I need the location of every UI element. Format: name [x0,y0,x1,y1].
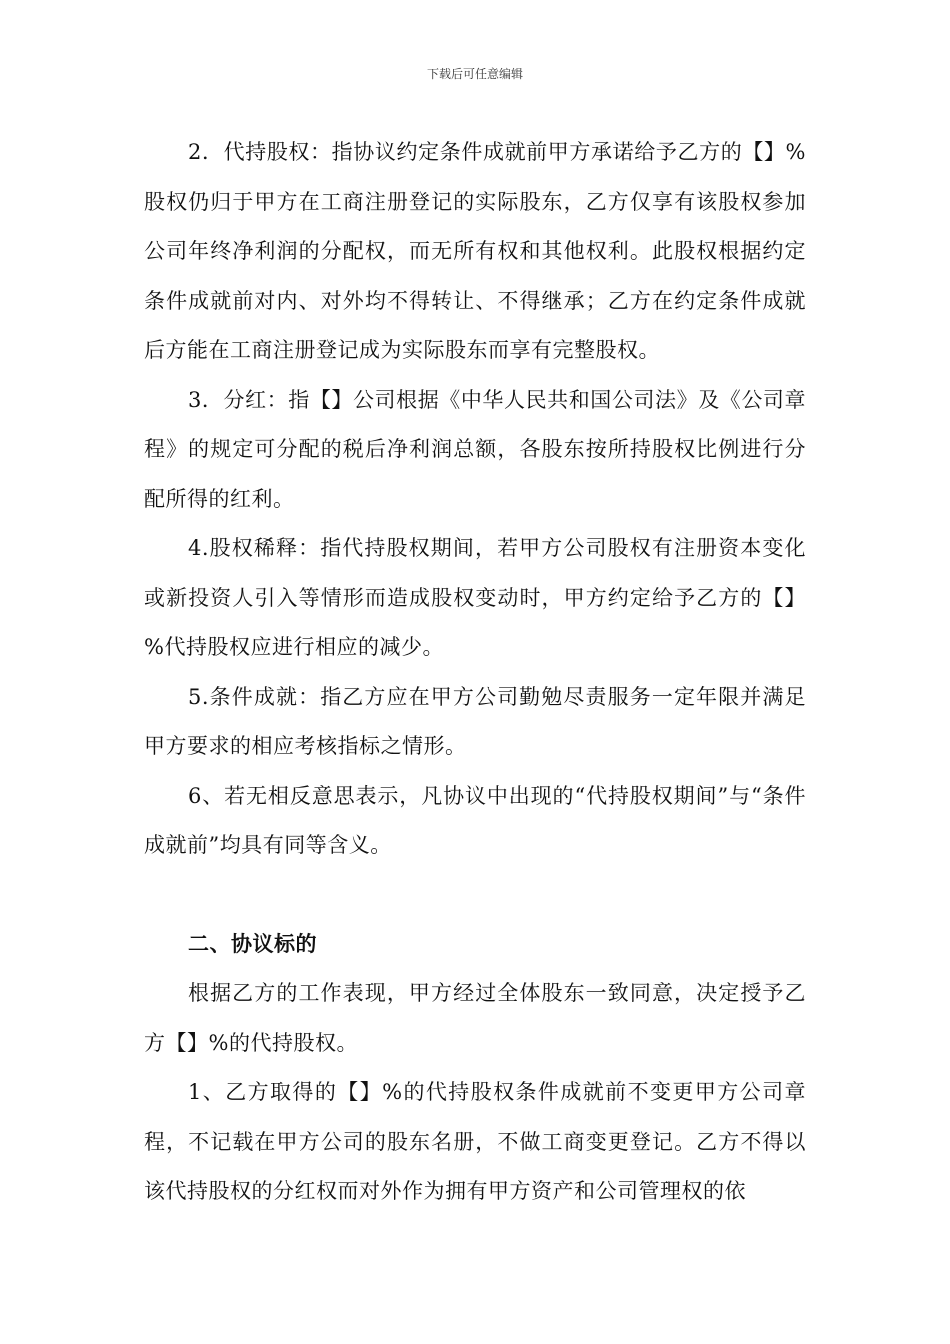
paragraph-entrusted-equity: 2．代持股权：指协议约定条件成就前甲方承诺给予乙方的【】%股权仍归于甲方在工商注册登记的实际股东，乙方仅享有该股权参加公司年终净利润的分配权，而无所有权和其他权利。此股权根据约定条件成就前对内、对外均不得转让、不得继承；乙方在约定条件成就后方能在工商注册登记成为实际股东而享有完整股权。 [144,140,806,362]
section-title-agreement-subject: 二、协议标的 [188,931,317,956]
page-header: 下载后可任意编辑 [426,67,523,81]
document-body [144,128,806,1217]
paragraph-condition: 5.条件成就：指乙方应在甲方公司勤勉尽责服务一定年限并满足甲方要求的相应考核指标之情形。 [144,684,806,758]
paragraph-clause-1: 1、乙方取得的【】%的代持股权条件成就前不变更甲方公司章程，不记载在甲方公司的股东名册，不做工商变更登记。乙方不得以该代持股权的分红权而对外作为拥有甲方资产和公司管理权的依 [144,1080,806,1203]
paragraph-dilution: 4.股权稀释：指代持股权期间，若甲方公司股权有注册资本变化或新投资人引入等情形而造成股权变动时，甲方约定给予乙方的【】%代持股权应进行相应的减少。 [144,536,806,659]
paragraph-dividend: 3．分红：指【】公司根据《中华人民共和国公司法》及《公司章程》的规定可分配的税后净利润总额，各股东按所持股权比例进行分配所得的红利。 [144,387,806,511]
paragraph-grant: 根据乙方的工作表现，甲方经过全体股东一致同意，决定授予乙方【】%的代持股权。 [144,981,806,1055]
section-spacer [144,871,806,920]
paragraph-equivalence: 6、若无相反意思表示，凡协议中出现的“代持股权期间”与“条件成就前”均具有同等含义。 [144,783,806,857]
